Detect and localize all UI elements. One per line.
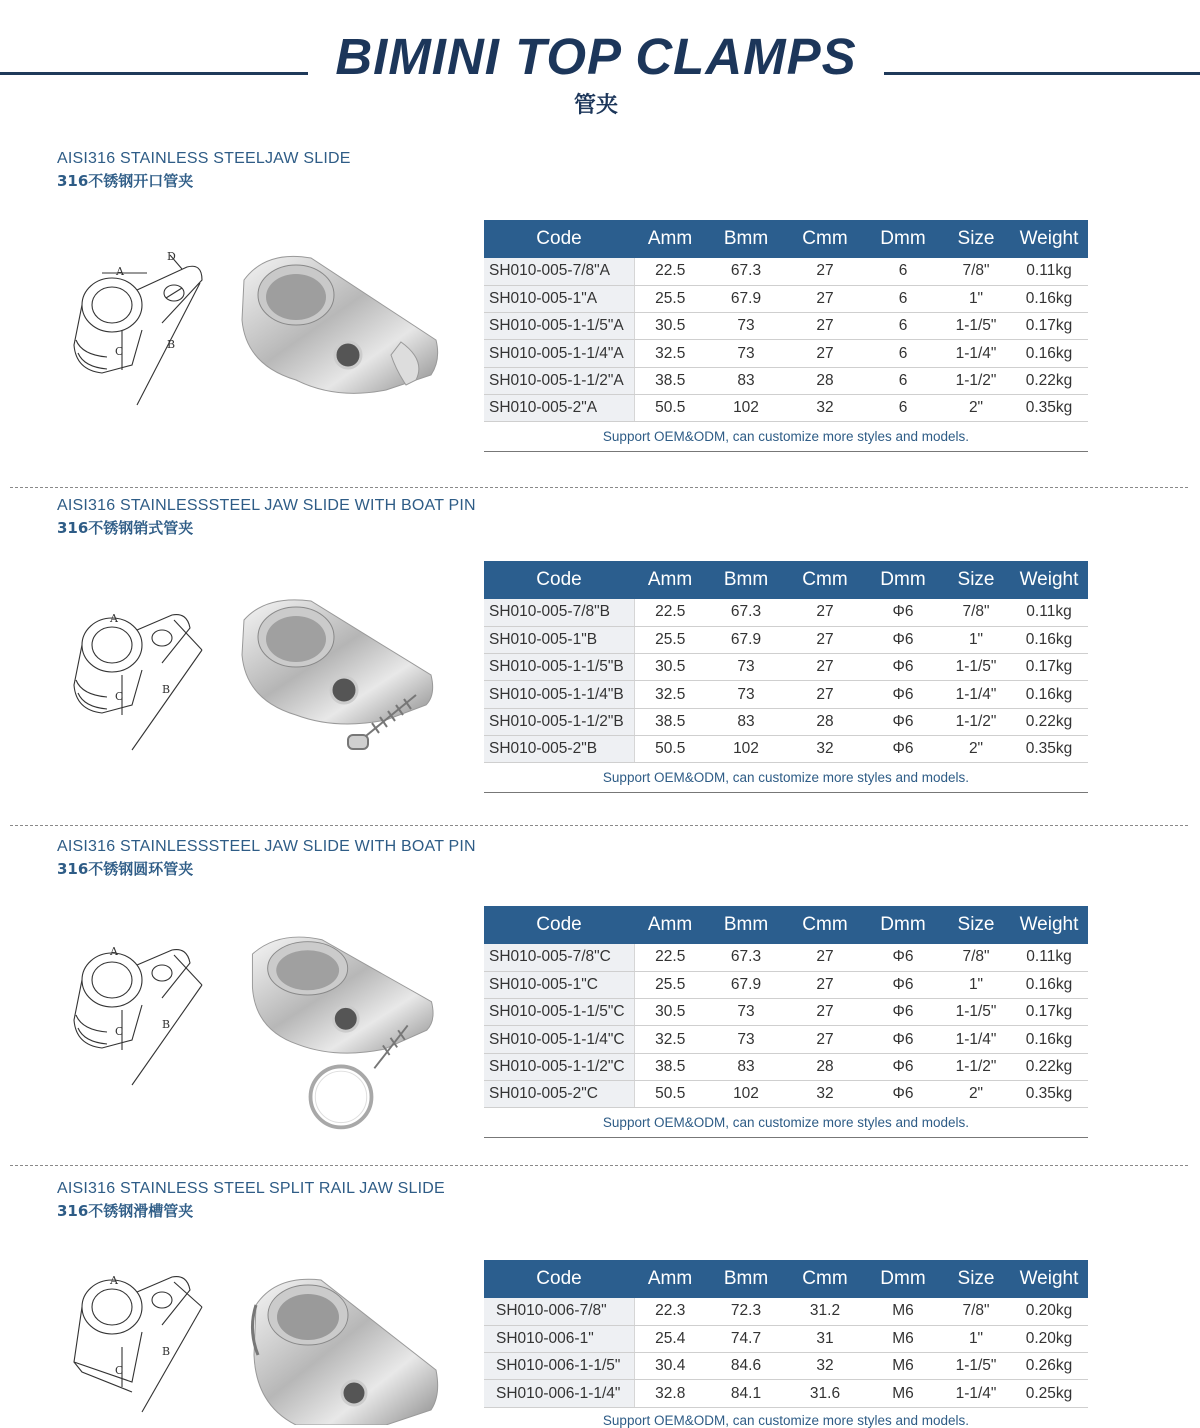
cell-amm: 50.5 <box>634 394 706 421</box>
table-row <box>484 313 1088 340</box>
col-header-code: Code <box>484 1260 634 1298</box>
cell-amm: 30.5 <box>634 654 706 681</box>
cell-dmm: 6 <box>864 367 942 394</box>
section-title-cn: 316不锈钢销式管夹 <box>57 519 194 537</box>
cell-bmm: 102 <box>706 1080 786 1107</box>
col-header-size: Size <box>942 906 1010 944</box>
dimension-diagram <box>62 600 230 770</box>
cell-dmm: M6 <box>864 1325 942 1352</box>
cell-weight: 0.16kg <box>1010 681 1088 708</box>
cell-bmm: 84.1 <box>706 1380 786 1407</box>
table-row <box>484 654 1088 681</box>
cell-amm: 50.5 <box>634 735 706 762</box>
cell-size: 1-1/5" <box>942 654 1010 681</box>
cell-weight: 0.20kg <box>1010 1325 1088 1352</box>
cell-code: SH010-005-7/8"B <box>484 599 634 626</box>
table-row <box>484 708 1088 735</box>
cell-cmm: 27 <box>786 599 864 626</box>
section-title-en: AISI316 STAINLESSSTEEL JAW SLIDE WITH BOAT PIN <box>57 838 476 855</box>
cell-cmm: 27 <box>786 1026 864 1053</box>
table-header-row <box>484 906 1088 944</box>
cell-weight: 0.17kg <box>1010 313 1088 340</box>
cell-dmm: M6 <box>864 1353 942 1380</box>
section-divider <box>10 825 1188 826</box>
cell-size: 2" <box>942 735 1010 762</box>
cell-bmm: 73 <box>706 654 786 681</box>
section-title-cn: 316不锈钢滑槽管夹 <box>57 1202 194 1220</box>
cell-amm: 50.5 <box>634 1080 706 1107</box>
cell-bmm: 74.7 <box>706 1325 786 1352</box>
cell-amm: 32.8 <box>634 1380 706 1407</box>
cell-weight: 0.11kg <box>1010 944 1088 971</box>
cell-weight: 0.16kg <box>1010 340 1088 367</box>
col-header-cmm: Cmm <box>786 1260 864 1298</box>
table-row <box>484 1080 1088 1107</box>
cell-amm: 38.5 <box>634 708 706 735</box>
col-header-size: Size <box>942 220 1010 258</box>
table-row <box>484 285 1088 312</box>
cell-bmm: 84.6 <box>706 1353 786 1380</box>
oem-note: Support OEM&ODM, can customize more styles and models. <box>484 763 1088 793</box>
product-photo <box>236 935 446 1135</box>
cell-code: SH010-005-1-1/2"C <box>484 1053 634 1080</box>
product-photo <box>236 1275 446 1425</box>
col-header-weight: Weight <box>1010 220 1088 258</box>
cell-size: 1" <box>942 1325 1010 1352</box>
table-row <box>484 1298 1088 1325</box>
table-row <box>484 971 1088 998</box>
cell-weight: 0.22kg <box>1010 1053 1088 1080</box>
cell-cmm: 27 <box>786 944 864 971</box>
table-row <box>484 1380 1088 1407</box>
cell-amm: 30.5 <box>634 313 706 340</box>
cell-cmm: 28 <box>786 708 864 735</box>
dimension-diagram <box>62 245 230 415</box>
dim-label-a: A <box>110 1274 118 1287</box>
page-header <box>0 28 1200 128</box>
table-row <box>484 1325 1088 1352</box>
col-header-amm: Amm <box>634 561 706 599</box>
table-header-row <box>484 220 1088 258</box>
cell-cmm: 27 <box>786 313 864 340</box>
table-row <box>484 340 1088 367</box>
cell-weight: 0.16kg <box>1010 285 1088 312</box>
cell-cmm: 27 <box>786 340 864 367</box>
cell-weight: 0.11kg <box>1010 599 1088 626</box>
cell-dmm: Φ6 <box>864 735 942 762</box>
dim-label-a: A <box>110 612 118 625</box>
cell-bmm: 67.9 <box>706 285 786 312</box>
cell-code: SH010-005-1"B <box>484 626 634 653</box>
cell-cmm: 28 <box>786 367 864 394</box>
cell-dmm: 6 <box>864 313 942 340</box>
cell-cmm: 27 <box>786 681 864 708</box>
section-divider <box>10 487 1188 488</box>
cell-amm: 38.5 <box>634 1053 706 1080</box>
cell-amm: 22.5 <box>634 258 706 285</box>
cell-code: SH010-005-2"C <box>484 1080 634 1107</box>
table-row <box>484 944 1088 971</box>
oem-note: Support OEM&ODM, can customize more styles and models. <box>484 1407 1088 1428</box>
cell-dmm: Φ6 <box>864 1080 942 1107</box>
cell-code: SH010-005-1-1/2"A <box>484 367 634 394</box>
cell-bmm: 67.9 <box>706 626 786 653</box>
cell-size: 1" <box>942 285 1010 312</box>
dim-label-c: C <box>115 345 124 358</box>
cell-dmm: Φ6 <box>864 1026 942 1053</box>
cell-size: 7/8" <box>942 944 1010 971</box>
cell-dmm: Φ6 <box>864 626 942 653</box>
cell-size: 1-1/4" <box>942 681 1010 708</box>
cell-code: SH010-006-1" <box>484 1325 634 1352</box>
dim-label-b: B <box>167 338 176 351</box>
cell-code: SH010-005-7/8"C <box>484 944 634 971</box>
cell-code: SH010-005-2"A <box>484 394 634 421</box>
section-title-en: AISI316 STAINLESSSTEEL JAW SLIDE WITH BOAT PIN <box>57 497 476 514</box>
cell-code: SH010-005-1-1/5"C <box>484 999 634 1026</box>
cell-weight: 0.35kg <box>1010 394 1088 421</box>
table-row <box>484 1026 1088 1053</box>
cell-bmm: 83 <box>706 708 786 735</box>
cell-bmm: 67.3 <box>706 258 786 285</box>
header-rule-left <box>0 72 308 75</box>
cell-size: 2" <box>942 1080 1010 1107</box>
dim-label-c: C <box>115 690 124 703</box>
cell-dmm: Φ6 <box>864 708 942 735</box>
col-header-amm: Amm <box>634 220 706 258</box>
cell-size: 1-1/5" <box>942 313 1010 340</box>
cell-weight: 0.25kg <box>1010 1380 1088 1407</box>
page-title: BIMINI TOP CLAMPS <box>335 28 857 85</box>
cell-amm: 25.4 <box>634 1325 706 1352</box>
table-header-row <box>484 561 1088 599</box>
section-title-en: AISI316 STAINLESS STEEL SPLIT RAIL JAW SLIDE <box>57 1180 445 1197</box>
page-subtitle: 管夹 <box>573 93 618 118</box>
cell-amm: 30.5 <box>634 999 706 1026</box>
cell-code: SH010-005-7/8"A <box>484 258 634 285</box>
cell-cmm: 27 <box>786 654 864 681</box>
col-header-code: Code <box>484 906 634 944</box>
table-row <box>484 367 1088 394</box>
col-header-bmm: Bmm <box>706 561 786 599</box>
cell-cmm: 32 <box>786 1353 864 1380</box>
cell-weight: 0.16kg <box>1010 1026 1088 1053</box>
dim-label-b: B <box>162 1018 171 1031</box>
col-header-size: Size <box>942 561 1010 599</box>
col-header-weight: Weight <box>1010 561 1088 599</box>
table-row <box>484 735 1088 762</box>
cell-weight: 0.17kg <box>1010 654 1088 681</box>
col-header-size: Size <box>942 1260 1010 1298</box>
cell-dmm: M6 <box>864 1380 942 1407</box>
cell-weight: 0.26kg <box>1010 1353 1088 1380</box>
cell-cmm: 31.6 <box>786 1380 864 1407</box>
cell-size: 7/8" <box>942 1298 1010 1325</box>
cell-weight: 0.16kg <box>1010 971 1088 998</box>
cell-cmm: 32 <box>786 394 864 421</box>
cell-bmm: 73 <box>706 340 786 367</box>
cell-amm: 22.5 <box>634 944 706 971</box>
col-header-code: Code <box>484 220 634 258</box>
cell-amm: 22.3 <box>634 1298 706 1325</box>
cell-weight: 0.22kg <box>1010 367 1088 394</box>
col-header-weight: Weight <box>1010 906 1088 944</box>
cell-bmm: 102 <box>706 394 786 421</box>
cell-bmm: 83 <box>706 367 786 394</box>
table-header-row <box>484 1260 1088 1298</box>
cell-size: 1-1/5" <box>942 1353 1010 1380</box>
cell-bmm: 102 <box>706 735 786 762</box>
cell-dmm: Φ6 <box>864 971 942 998</box>
cell-amm: 32.5 <box>634 340 706 367</box>
cell-cmm: 27 <box>786 626 864 653</box>
table-row <box>484 1053 1088 1080</box>
cell-weight: 0.20kg <box>1010 1298 1088 1325</box>
cell-cmm: 31.2 <box>786 1298 864 1325</box>
cell-amm: 25.5 <box>634 626 706 653</box>
dimension-diagram <box>62 1262 230 1422</box>
cell-cmm: 31 <box>786 1325 864 1352</box>
cell-weight: 0.35kg <box>1010 1080 1088 1107</box>
cell-cmm: 28 <box>786 1053 864 1080</box>
cell-size: 1" <box>942 626 1010 653</box>
spec-table <box>484 906 1088 1138</box>
col-header-bmm: Bmm <box>706 906 786 944</box>
cell-bmm: 73 <box>706 1026 786 1053</box>
cell-code: SH010-005-1-1/4"B <box>484 681 634 708</box>
cell-bmm: 72.3 <box>706 1298 786 1325</box>
table-row <box>484 681 1088 708</box>
dim-label-c: C <box>115 1364 124 1377</box>
cell-cmm: 27 <box>786 285 864 312</box>
cell-cmm: 27 <box>786 999 864 1026</box>
dim-label-a: A <box>116 265 124 278</box>
product-photo <box>236 595 446 795</box>
cell-size: 1-1/4" <box>942 1026 1010 1053</box>
col-header-amm: Amm <box>634 1260 706 1298</box>
col-header-dmm: Dmm <box>864 906 942 944</box>
cell-code: SH010-005-1-1/4"A <box>484 340 634 367</box>
cell-amm: 32.5 <box>634 681 706 708</box>
col-header-weight: Weight <box>1010 1260 1088 1298</box>
cell-amm: 30.4 <box>634 1353 706 1380</box>
product-photo <box>236 250 446 450</box>
col-header-code: Code <box>484 561 634 599</box>
dim-label-d: D <box>167 250 176 263</box>
cell-size: 1" <box>942 971 1010 998</box>
cell-code: SH010-005-1-1/5"A <box>484 313 634 340</box>
section-title-en: AISI316 STAINLESS STEELJAW SLIDE <box>57 150 351 167</box>
oem-note: Support OEM&ODM, can customize more styles and models. <box>484 422 1088 452</box>
col-header-dmm: Dmm <box>864 561 942 599</box>
oem-note: Support OEM&ODM, can customize more styles and models. <box>484 1108 1088 1138</box>
cell-size: 1-1/2" <box>942 367 1010 394</box>
cell-code: SH010-006-1-1/5" <box>484 1353 634 1380</box>
cell-dmm: Φ6 <box>864 654 942 681</box>
cell-code: SH010-006-1-1/4" <box>484 1380 634 1407</box>
cell-cmm: 32 <box>786 735 864 762</box>
cell-size: 7/8" <box>942 258 1010 285</box>
cell-code: SH010-005-1"C <box>484 971 634 998</box>
table-row <box>484 258 1088 285</box>
table-row <box>484 394 1088 421</box>
cell-dmm: Φ6 <box>864 999 942 1026</box>
col-header-cmm: Cmm <box>786 220 864 258</box>
cell-bmm: 67.3 <box>706 599 786 626</box>
cell-bmm: 67.9 <box>706 971 786 998</box>
cell-code: SH010-005-2"B <box>484 735 634 762</box>
section-divider <box>10 1165 1188 1166</box>
spec-table <box>484 220 1088 452</box>
section-title-cn: 316不锈钢开口管夹 <box>57 172 194 190</box>
header-rule-right <box>884 72 1200 75</box>
cell-dmm: 6 <box>864 340 942 367</box>
cell-amm: 25.5 <box>634 971 706 998</box>
spec-table <box>484 1260 1088 1428</box>
cell-cmm: 27 <box>786 258 864 285</box>
cell-code: SH010-005-1-1/5"B <box>484 654 634 681</box>
table-row <box>484 626 1088 653</box>
cell-bmm: 73 <box>706 681 786 708</box>
cell-code: SH010-006-7/8" <box>484 1298 634 1325</box>
cell-amm: 38.5 <box>634 367 706 394</box>
cell-weight: 0.35kg <box>1010 735 1088 762</box>
col-header-amm: Amm <box>634 906 706 944</box>
col-header-cmm: Cmm <box>786 906 864 944</box>
cell-weight: 0.11kg <box>1010 258 1088 285</box>
table-row <box>484 1353 1088 1380</box>
cell-code: SH010-005-1-1/2"B <box>484 708 634 735</box>
col-header-dmm: Dmm <box>864 220 942 258</box>
cell-size: 1-1/2" <box>942 1053 1010 1080</box>
cell-size: 2" <box>942 394 1010 421</box>
cell-dmm: 6 <box>864 285 942 312</box>
cell-size: 7/8" <box>942 599 1010 626</box>
dim-label-b: B <box>162 683 171 696</box>
spec-table <box>484 561 1088 793</box>
cell-cmm: 32 <box>786 1080 864 1107</box>
section-title-cn: 316不锈钢圆环管夹 <box>57 860 194 878</box>
cell-size: 1-1/2" <box>942 708 1010 735</box>
cell-code: SH010-005-1"A <box>484 285 634 312</box>
cell-dmm: M6 <box>864 1298 942 1325</box>
col-header-cmm: Cmm <box>786 561 864 599</box>
cell-bmm: 73 <box>706 313 786 340</box>
dimension-diagram <box>62 935 230 1105</box>
cell-size: 1-1/4" <box>942 340 1010 367</box>
cell-weight: 0.22kg <box>1010 708 1088 735</box>
dim-label-b: B <box>162 1345 171 1358</box>
cell-size: 1-1/4" <box>942 1380 1010 1407</box>
col-header-bmm: Bmm <box>706 1260 786 1298</box>
cell-code: SH010-005-1-1/4"C <box>484 1026 634 1053</box>
dim-label-a: A <box>110 945 118 958</box>
cell-amm: 32.5 <box>634 1026 706 1053</box>
cell-amm: 25.5 <box>634 285 706 312</box>
cell-bmm: 67.3 <box>706 944 786 971</box>
cell-dmm: Φ6 <box>864 944 942 971</box>
cell-size: 1-1/5" <box>942 999 1010 1026</box>
cell-dmm: Φ6 <box>864 599 942 626</box>
cell-dmm: 6 <box>864 394 942 421</box>
cell-dmm: Φ6 <box>864 681 942 708</box>
cell-dmm: Φ6 <box>864 1053 942 1080</box>
table-row <box>484 999 1088 1026</box>
cell-weight: 0.16kg <box>1010 626 1088 653</box>
table-row <box>484 599 1088 626</box>
cell-dmm: 6 <box>864 258 942 285</box>
cell-cmm: 27 <box>786 971 864 998</box>
dim-label-c: C <box>115 1025 124 1038</box>
cell-amm: 22.5 <box>634 599 706 626</box>
col-header-bmm: Bmm <box>706 220 786 258</box>
cell-bmm: 73 <box>706 999 786 1026</box>
cell-bmm: 83 <box>706 1053 786 1080</box>
cell-weight: 0.17kg <box>1010 999 1088 1026</box>
col-header-dmm: Dmm <box>864 1260 942 1298</box>
